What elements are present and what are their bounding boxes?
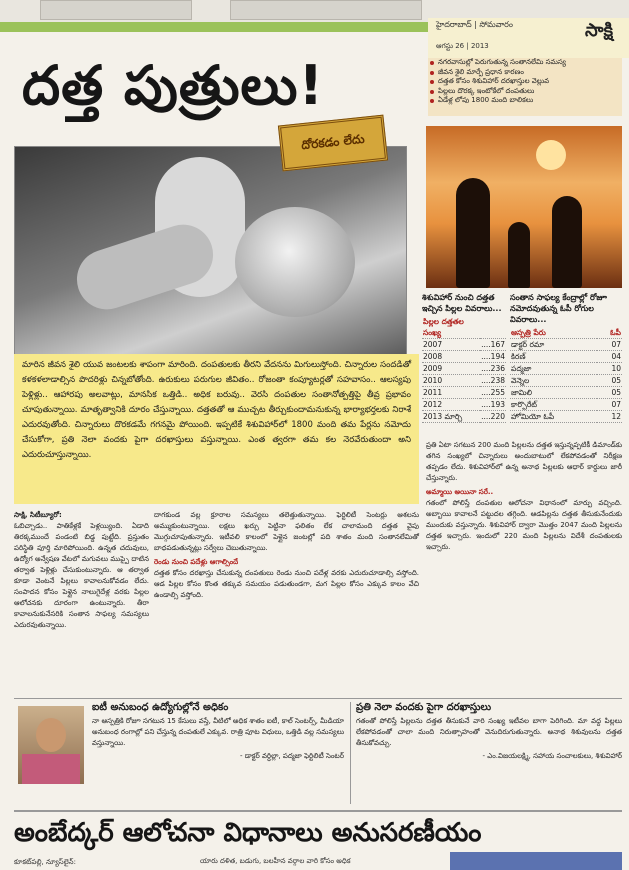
baby-shape	[235, 207, 355, 317]
column-text: దత్తత కోసం దరఖాస్తు చేసుకున్న దంపతులు రెండు నుంచి పదేళ్ల వరకు ఎదురుచూడాల్సి వస్తోంది. ఆడ పిల్లల కోసం కొంత తక్కువ సమయం పడుతుండగా, మగ పిల్లల కోసం ఎక్కువ కాలం వేచి ఉండాల్సి వస్తోంది.	[154, 569, 419, 599]
quote-box-1	[14, 702, 344, 762]
column-2	[154, 510, 419, 601]
silhouette-child	[508, 222, 530, 288]
table-row: 2009 ....236	[423, 364, 505, 373]
masthead	[428, 18, 629, 58]
table-row: 2010 ....238	[423, 376, 505, 385]
stats-right	[510, 292, 622, 423]
subheading: అమ్మాయి అయినా సరే..	[426, 488, 494, 496]
table-row: 2013 మార్చి ....220	[423, 412, 505, 421]
bottom-byline: కూకట్‌పల్లి, న్యూస్‌లైన్:	[14, 858, 76, 866]
table-header	[480, 316, 506, 339]
stamp-label: దోరకడం లేదు	[278, 115, 388, 172]
family-sunset-photo	[426, 126, 622, 288]
bullet-item: దత్తత కోసం శిశువిహార్ దరఖాస్తుల వెల్లువ	[428, 77, 622, 87]
stats-left-table	[422, 316, 506, 423]
strip-tab	[230, 0, 422, 20]
table-row: కిరణ్ 04	[511, 352, 621, 361]
sun-shape	[536, 140, 566, 170]
table-row: డాక్టర్ రమా 07	[511, 340, 621, 349]
baby-photo	[14, 146, 407, 356]
city-day: హైదరాబాద్ | సోమవారం	[436, 20, 513, 29]
divider	[14, 698, 622, 699]
strip-tab	[40, 0, 192, 20]
quote-heading: ఐటీ అనుబంధ ఉద్యోగుల్లోనే అధికం	[92, 702, 229, 713]
bullet-box	[428, 58, 622, 116]
quote-signature: - డాక్టర్ వర్ధిల్లా, పద్మజా ఫెర్టిలిటీ సెంటర్	[239, 752, 344, 760]
bullet-item: జీవన శైలి మార్పే ప్రధాన కారణం	[428, 68, 622, 78]
date: ఆగస్టు 26 | 2013	[436, 42, 489, 50]
headline: దత్త పుత్రులు!	[22, 54, 325, 117]
byline: సాక్షి, సిటీబ్యూరో:	[14, 511, 62, 519]
lead-box	[14, 354, 419, 504]
column-3	[426, 440, 622, 553]
column-text: గతంలో పోలిస్తే దంపతుల ఆలోచనా విధానంలో మార్పు వచ్చింది. అబ్బాయి కావాలనే పట్టుదల తగ్గింది. ఆడపిల్లను దత్తత తీసుకునేందుకు ముందుకు వస్తున్నారు. శిశువిహార్ ద్వారా మొత్తం 2047 మంది పిల్లలను దత్తత ఇచ్చారు. ఇందులో 220 మంది పిల్లలను విదేశీ దంపతులకు ఇచ్చారు.	[426, 499, 622, 551]
green-bar	[0, 22, 430, 32]
divider	[350, 702, 351, 804]
quote-signature: - ఎం.విజయలక్ష్మి, సహాయ సంచాలకులు, శిశువిహార్	[482, 752, 622, 760]
column-text: దాగకుండ వల్ల క్రూరాల సమస్యలు తలెత్తుతున్నాయి. ఫెర్టిలిటీ సెంటర్లు ఆశలను అమ్ముకుంటున్నాయి. లక్షలు ఖర్చు పెట్టినా ఫలితం లేక చాలామంది దత్తత వైపు మొగ్గుచూపుతున్నారు. ఇటీవలి కాలంలో పెళ్లైన జంటల్లో పది శాతం మంది సంతానలేమితో బాధపడుతున్నట్లు సర్వేలు చెబుతున్నాయి.	[154, 511, 419, 552]
divider	[14, 810, 622, 812]
table-row: పద్మజా 10	[511, 364, 621, 373]
table-row: హోమియో ఓపీ 12	[511, 412, 621, 421]
table-row: జామిలి 05	[511, 388, 621, 397]
quote-heading: ప్రతి నెలా వందకు పైగా దరఖాస్తులు	[356, 702, 492, 713]
table-row: 2012 ....193	[423, 400, 505, 409]
table-header: ఆస్పత్రి పేరు	[510, 327, 597, 339]
stats-left	[422, 292, 506, 423]
table-row: 2008 ....194	[423, 352, 505, 361]
column-text: ప్రతి ఏటా సగటున 200 మంది పిల్లలను దత్తత ఇస్తున్నప్పటికీ డిమాండ్‌కు తగిన సంఖ్యలో చిన్నారులు అందుబాటులో లేకపోవడంతో నిరీక్షణ తప్పడం లేదు. శిశువిహార్‌లో ఉన్న అనాథ పిల్లలకు ఆధార్ కార్డులు జారీ చేస్తున్నారు.	[426, 441, 622, 482]
quote-text: నా ఆస్పత్రికి రోజూ సగటున 15 కేసులు వస్తే, వీటిలో అధిక శాతం ఐటీ, కాల్ సెంటర్స్, మీడియా అనుబంధ రంగాల్లో పని చేస్తున్న దంపతులే ఎక్కువ. రాత్రి పూట విధులు, ఒత్తిడి వల్ల సమస్యలు వస్తున్నాయి.	[92, 717, 344, 747]
silhouette-mother	[552, 196, 582, 288]
table-header: ఓపీ	[597, 327, 622, 339]
column-text: ఓబిచ్చాడు.. పాతికేళ్లకే పెళ్లయ్యింది. ఏడాది తిరక్కముందే పండంటి బిడ్డ పుట్టేది. ప్రస్తుతం పరిస్థితి పూర్తి మారిపోయింది. ఉన్నత చదువులు, ఉద్యోగ అన్వేషణ వేటలో మగువలు ముప్పై దాటిన తర్వాత పెళ్లిళ్లు చేసుకుంటున్నారు. ఆ తర్వాత కూడా వెంటనే పిల్లలు కావాలనుకోవడం లేదు. సంపాదన కోసం పెళ్లైన నాలుగైదేళ్ల వరకు పిల్లల ఆలోచనకు దూరంగా ఉంటున్నారు. తీరా కావాలనుకునేసరికి సంతాన సాఫల్య సమస్యలు ఎదురవుతున్నాయి.	[14, 522, 149, 629]
bottom-headline: అంబేద్కర్ ఆలోచనా విధానాలు అనుసరణీయం	[14, 818, 482, 848]
bullet-item: నగరవాసుల్లో పెరుగుతున్న సంతానలేమి సమస్య	[428, 58, 622, 68]
stats-right-table	[510, 327, 622, 423]
hand-shape	[69, 217, 221, 317]
table-row: వెన్నెల 05	[511, 376, 621, 385]
subheading: రెండు నుంచి పదేళ్లు ఆగాల్సిందే	[154, 558, 239, 566]
bottom-text: యారు దళిత, బడుగు, బలహీన వర్గాల వారి కోసం అధిక	[200, 857, 351, 865]
newspaper-logo: సాక్షి	[585, 20, 613, 41]
quote-text: గతంతో పోలిస్తే పిల్లలను దత్తత తీసుకునే వారి సంఖ్య ఇటీవల బాగా పెరిగింది. మా వద్ద పిల్లలు లేకపోవడంతో చాలా మంది నిరుత్సాహంతో వెనుదిరుగుతున్నారు. అనాథ శిశువులను దత్తత తీసుకోవచ్చు.	[356, 717, 622, 747]
silhouette-father	[456, 178, 490, 288]
quote-box-2	[356, 702, 622, 762]
bullet-item: పిల్లలు దొరక్క ఇంటోకేలో దంపతులు	[428, 87, 622, 97]
table-row: 2007 ....167	[423, 340, 505, 349]
stats-left-heading: శిశువిహార్ నుంచి దత్తత ఇచ్చిన పిల్లల వివరాలు...	[422, 293, 502, 313]
table-header: పిల్లల దత్తతల సంఖ్య	[422, 316, 480, 339]
table-row: 2011 ....255	[423, 388, 505, 397]
lead-text: మారిన జీవన శైలి యువ జంటలకు శాపంగా మారింది. దంపతులకు తీరని వేదనను మిగులుస్తోంది. చిన్నారుల సందడితో కళకళలాడాల్సిన పొదరిళ్లు చిన్నబోతోంది. ఉరుకులు పరుగుల జీవితం.. రోజంతా కంప్యూటర్లతో సహవాసం.. ఆలస్యపు పెళ్లిళ్లు.. ఆహారపు అలవాట్లు, మానసిక ఒత్తిడి.. అధిక బరువు.. వెరసి దంపతుల సంతానోత్పత్తిపై తీవ్ర ప్రభావం చూపుతున్నాయి. మాతృత్వానికి దూరం చేస్తున్నాయి. దత్తతతో ఆ ముచ్చట తీర్చుకుందామనుకున్న భార్యాభర్తలకు నిరాశే ఎదురవుతోంది. చిన్నారులు దొరకడమే గగనమై పోయింది. ఇప్పటికే శిశువిహార్‌లో 1800 మంది తమ పేర్లను నమోదు చేసుకోగా, ప్రతి నెలా వందకు పైగా దరఖాస్తులు వస్తున్నాయి. ఎంత త్వరగా తమ కల నెరవేరుతుందా అని ఎదురుచూస్తున్నాయి.	[22, 360, 411, 460]
table-row: కార్పొరేట్ 07	[511, 400, 621, 409]
stats-right-heading: సంతాన సాఫల్య కేంద్రాల్లో రోజూ నమోదవుతున్న ఓపీ రోగుల వివరాలు...	[510, 293, 607, 324]
column-1	[14, 510, 149, 631]
bottom-photo	[450, 852, 622, 870]
bullet-item: ఏడేళ్ల లోపు 1800 మంది బాలికలు	[428, 96, 622, 106]
